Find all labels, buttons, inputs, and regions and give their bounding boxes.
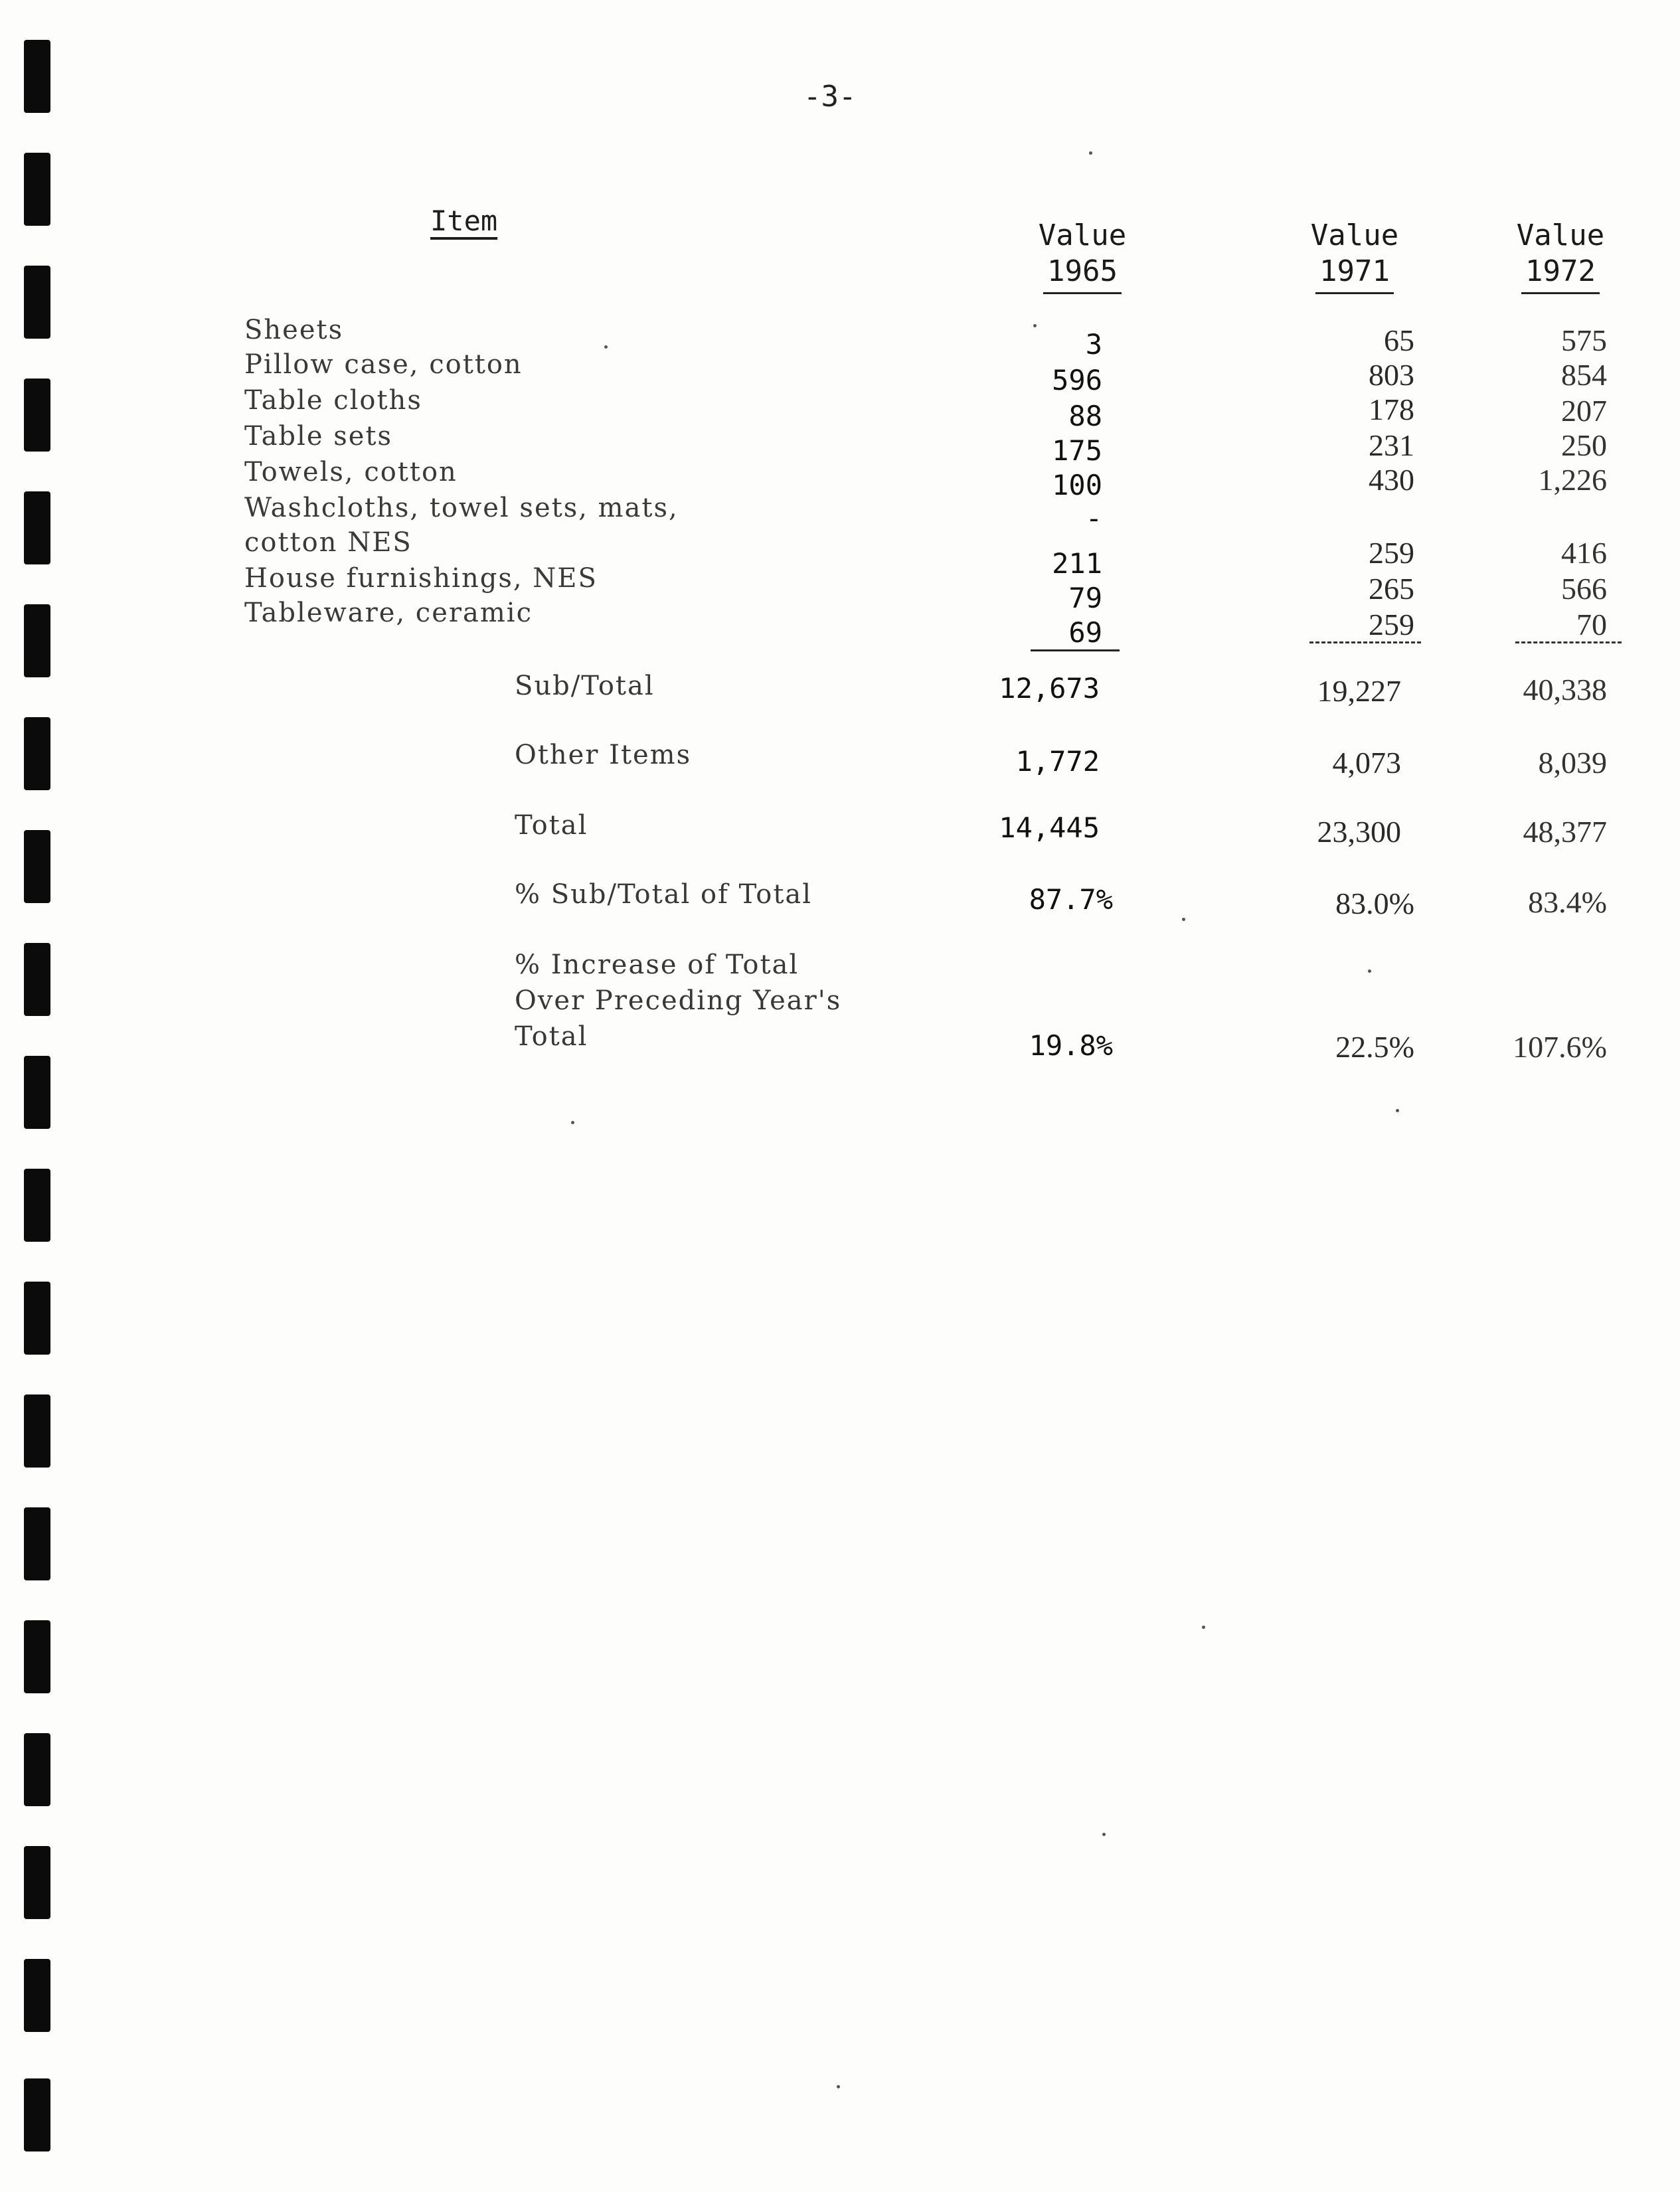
other-items-1972: 8,039	[1538, 746, 1607, 780]
speck	[604, 345, 608, 349]
value-1971: 65	[1384, 323, 1414, 357]
column-header-label: Value	[1516, 218, 1605, 252]
speck	[1089, 151, 1092, 155]
value-1965: 88	[1068, 400, 1102, 432]
speck	[1182, 918, 1185, 921]
value-1972: 575	[1561, 323, 1607, 357]
pct-increase-label-line: % Increase of Total	[515, 950, 799, 980]
value-1965: -	[1085, 502, 1102, 535]
pct-increase-1972: 107.6%	[1513, 1030, 1607, 1064]
subtotal-label: Sub/Total	[515, 671, 655, 701]
total-1972: 48,377	[1523, 815, 1607, 849]
column-header-label: Value	[1310, 218, 1399, 252]
pct-increase-label	[515, 947, 841, 1054]
value-1965: 211	[1052, 547, 1102, 580]
item-label: Table cloths	[244, 385, 422, 416]
other-items-label: Other Items	[515, 740, 692, 770]
value-1972: 566	[1561, 572, 1607, 606]
column-header-label: Value	[1038, 218, 1127, 252]
value-1971: 259	[1369, 536, 1414, 570]
other-items-1971: 4,073	[1332, 746, 1401, 780]
pct-subtotal-1965: 87.7%	[1029, 883, 1113, 916]
binder-mark	[24, 2078, 50, 2151]
value-1972: 1,226	[1538, 463, 1607, 497]
item-label: Sheets	[244, 315, 344, 345]
value-1965: 3	[1085, 328, 1102, 361]
column-header-year: 1971	[1315, 254, 1394, 294]
binder-mark	[24, 1056, 50, 1129]
value-1971: 803	[1369, 358, 1414, 392]
binder-mark	[24, 1282, 50, 1355]
speck	[1396, 1109, 1399, 1112]
binder-marks	[24, 0, 54, 2192]
total-1971: 23,300	[1317, 815, 1401, 849]
item-label: Towels, cotton	[244, 457, 458, 487]
item-label: Tableware, ceramic	[244, 598, 533, 628]
value-1972: 416	[1561, 536, 1607, 570]
total-1965: 14,445	[999, 811, 1100, 844]
item-label: Table sets	[244, 421, 393, 452]
column-header-1965	[1023, 218, 1142, 294]
pct-increase-label-line: Over Preceding Year's	[515, 985, 842, 1016]
pct-subtotal-1971: 83.0%	[1335, 886, 1414, 920]
subtotal-1971: 19,227	[1317, 674, 1401, 708]
value-1971: 178	[1369, 392, 1414, 426]
other-items-1965: 1,772	[1015, 745, 1100, 778]
binder-mark	[24, 1733, 50, 1806]
value-1971: 259	[1369, 608, 1414, 641]
item-label: Washcloths, towel sets, mats,	[244, 493, 679, 523]
column-header-year: 1972	[1521, 254, 1600, 294]
binder-mark	[24, 604, 50, 677]
speck	[571, 1121, 574, 1124]
value-1965: 175	[1052, 434, 1102, 467]
column-header-1971	[1295, 218, 1414, 294]
pct-increase-1965: 19.8%	[1029, 1029, 1113, 1062]
value-1972: 70	[1576, 608, 1607, 641]
pct-increase-1971: 22.5%	[1335, 1030, 1414, 1064]
speck	[1033, 324, 1037, 327]
subtotal-1965: 12,673	[999, 672, 1100, 705]
speck	[837, 2085, 840, 2088]
binder-mark	[24, 943, 50, 1016]
pct-subtotal-1972: 83.4%	[1528, 885, 1607, 919]
binder-mark	[24, 1959, 50, 2032]
binder-mark	[24, 40, 50, 113]
binder-mark	[24, 379, 50, 452]
speck	[1368, 970, 1371, 973]
value-1971: 231	[1369, 428, 1414, 462]
speck	[1202, 1626, 1205, 1629]
subtotal-rule-1972	[1515, 641, 1622, 643]
subtotal-1972: 40,338	[1523, 673, 1607, 707]
binder-mark	[24, 266, 50, 339]
binder-mark	[24, 1169, 50, 1242]
column-header-year: 1965	[1043, 254, 1122, 294]
item-label: cotton NES	[244, 527, 412, 558]
binder-mark	[24, 1394, 50, 1468]
value-1972: 207	[1561, 394, 1607, 428]
subtotal-rule-1965	[1031, 649, 1120, 651]
value-1971: 265	[1369, 572, 1414, 606]
total-label: Total	[515, 810, 588, 841]
column-header-1972	[1501, 218, 1620, 294]
subtotal-rule-1971	[1309, 641, 1421, 643]
value-1972: 854	[1561, 358, 1607, 392]
value-1971: 430	[1369, 463, 1414, 497]
binder-mark	[24, 717, 50, 790]
speck	[1102, 1833, 1106, 1836]
item-column-header: Item	[430, 205, 498, 237]
value-1965: 100	[1052, 469, 1102, 501]
binder-mark	[24, 153, 50, 226]
binder-mark	[24, 830, 50, 903]
page-number: -3-	[803, 80, 857, 114]
item-label: Pillow case, cotton	[244, 349, 523, 380]
pct-increase-label-line: Total	[515, 1021, 588, 1052]
value-1965: 596	[1052, 364, 1102, 396]
value-1965: 79	[1068, 582, 1102, 614]
pct-subtotal-label: % Sub/Total of Total	[515, 879, 813, 910]
binder-mark	[24, 491, 50, 564]
value-1972: 250	[1561, 428, 1607, 462]
item-label: House furnishings, NES	[244, 563, 598, 594]
binder-mark	[24, 1620, 50, 1693]
binder-mark	[24, 1507, 50, 1580]
binder-mark	[24, 1846, 50, 1919]
value-1965: 69	[1068, 616, 1102, 649]
